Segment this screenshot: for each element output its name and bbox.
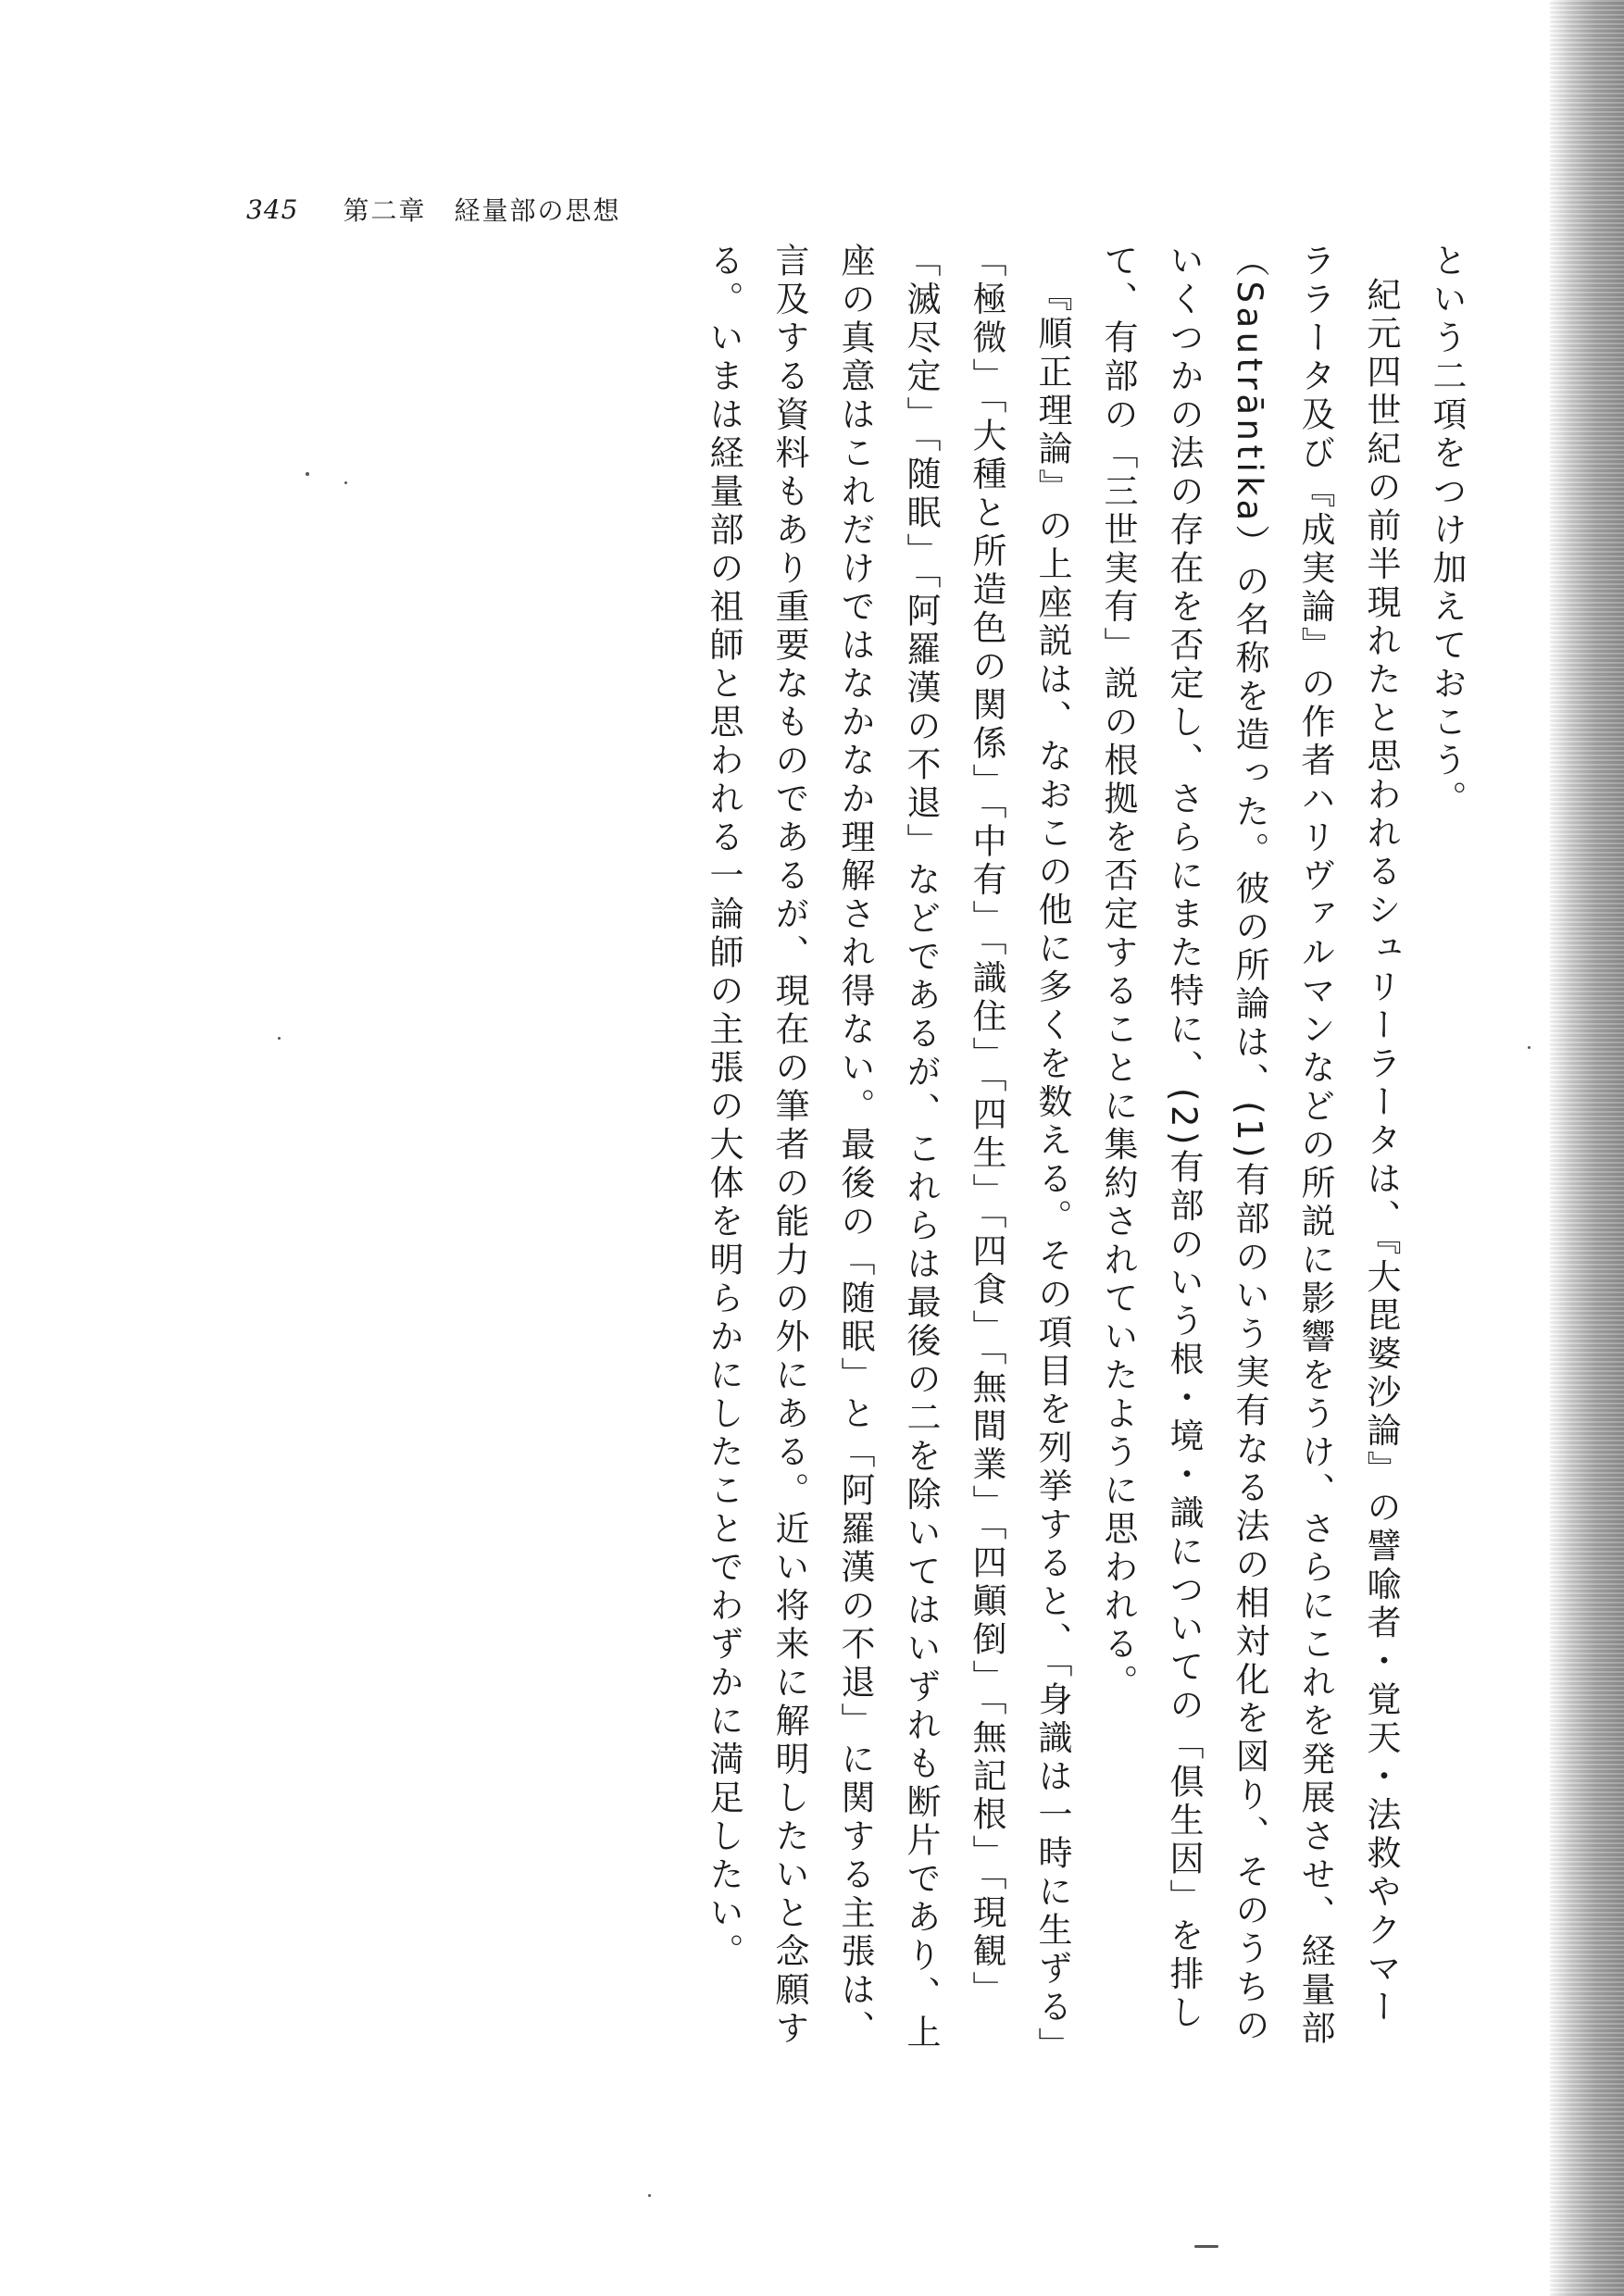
scan-speck	[1194, 2245, 1218, 2248]
page-number: 345	[246, 193, 299, 225]
running-head	[246, 191, 672, 228]
scan-speck	[306, 472, 309, 476]
scan-edge-shadow	[1550, 0, 1624, 2296]
scan-speck	[278, 1037, 281, 1040]
vertical-body-text	[693, 243, 1480, 2057]
paragraph-1: という二項をつけ加えておこう。	[1427, 243, 1467, 819]
scan-speck	[648, 2194, 651, 2197]
paragraph-2: 紀元四世紀の前半現れたと思われるシュリーラータは、『大毘婆沙論』の譬喩者・覚天・法救やクマーララータ及び『成実論』の作者ハリヴァルマンなどの所説に影響をうけ、さらにこれを発展させ、経量部（Sautrāntika）の名称を造った。彼の所論は、(1)有部のいう実有なる法の相対化を図り、そのうちのいくつかの法の存在を否定し、さらにまた特に、(2)有部のいう根・境・識についての「倶生因」を排して、有部の「三世実有」説の根拠を否定することに集約されていたように思われる。	[1098, 243, 1401, 2049]
paragraph-3: 『順正理論』の上座説は、なおこの他に多くを数える。その項目を列挙すると、「身識は一時に生ずる」「極微」「大種と所造色の関係」「中有」「識住」「四生」「四食」「無間業」「四顚倒」「無記根」「現観」「滅尽定」「随眠」「阿羅漢の不退」などであるが、これらは最後の二を除いてはいずれも断片であり、上座の真意はこれだけではなかなか理解され得ない。最後の「随眠」と「阿羅漢の不退」に関する主張は、言及する資料もあり重要なものであるが、現在の筆者の能力の外にある。近い将来に解明したいと念願する。いまは経量部の祖師と思われる一論師の主張の大体を明らかにしたことでわずかに満足したい。	[704, 243, 1072, 2053]
scan-speck	[344, 481, 347, 484]
chapter-title: 第二章 経量部の思想	[343, 195, 621, 226]
scan-speck	[1528, 1046, 1530, 1049]
